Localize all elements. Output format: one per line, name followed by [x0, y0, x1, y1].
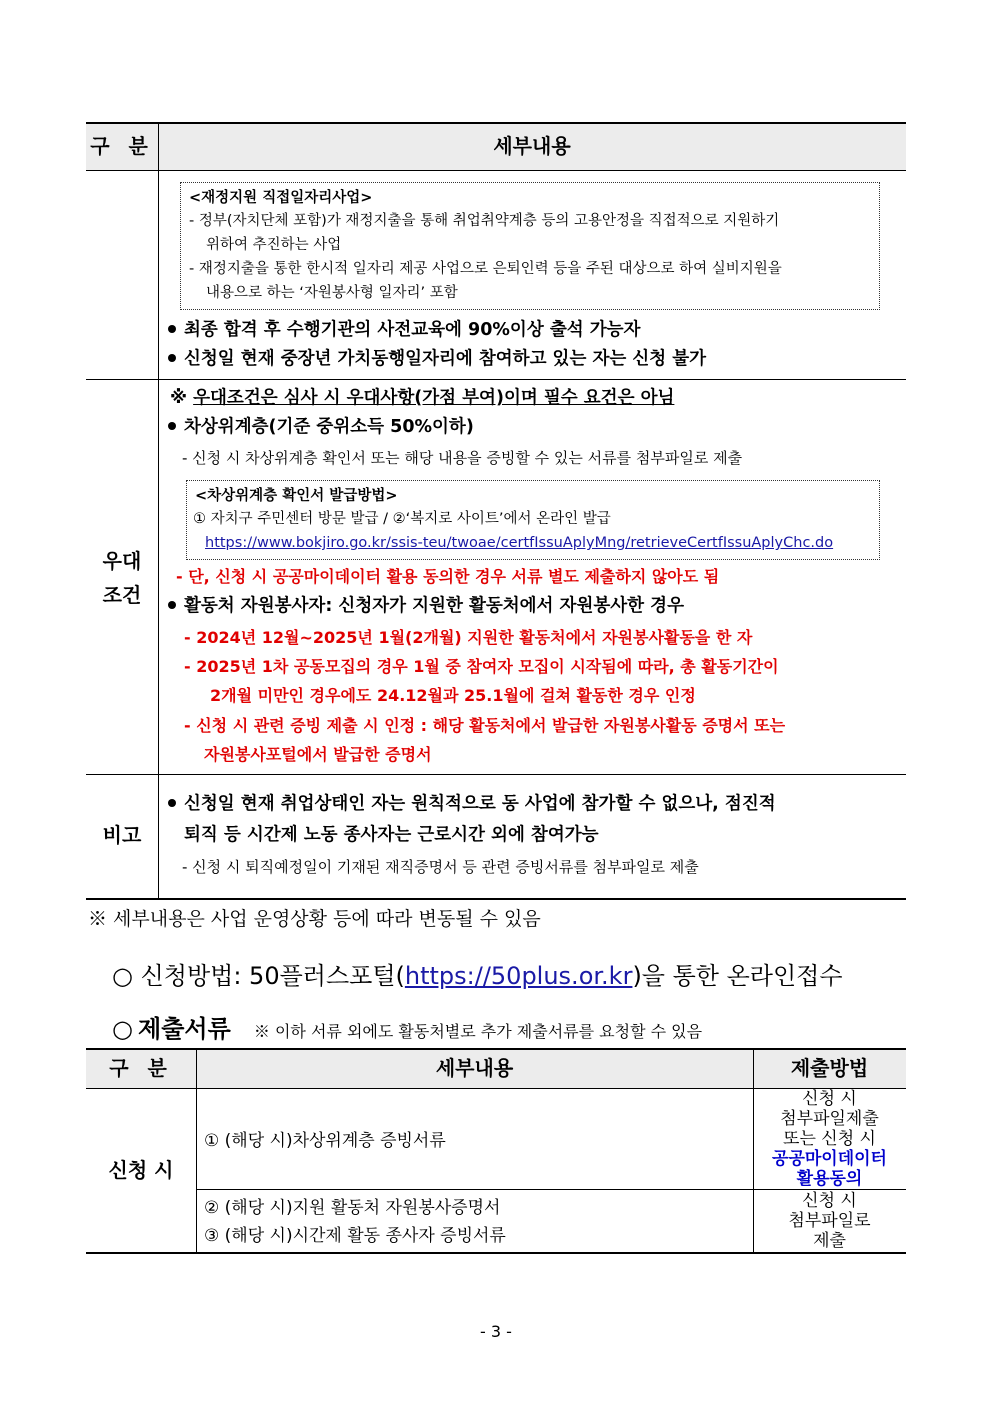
remarks-label: 비고: [102, 823, 142, 847]
page-number: - 3 -: [480, 1322, 512, 1341]
circle-icon: ○: [112, 1015, 133, 1043]
document-item: ① (해당 시)차상위계층 증빙서류: [204, 1131, 446, 1151]
red-note: - 2024년 12월~2025년 1월(2개월) 지원한 활동처에서 자원봉사활동을 한 자: [184, 628, 753, 647]
bullet-icon: [168, 325, 176, 333]
box-line: ① 자치구 주민센터 방문 발급 / ②‘복지로 사이트’에서 온라인 발급: [193, 511, 611, 527]
bullet-icon: [168, 422, 176, 430]
documents-note: ※ 이하 서류 외에도 활동처별로 추가 제출서류를 요청할 수 있음: [253, 1022, 703, 1041]
box-line: - 정부(자치단체 포함)가 재정지출을 통해 취업취약계층 등의 고용안정을 직접적으로 지원하기: [189, 213, 780, 229]
bullet-text: 차상위계층(기준 중위소득 50%이하): [184, 417, 474, 437]
remarks-bullet-cont: 퇴직 등 시간제 노동 종사자는 근로시간 외에 참여가능: [184, 825, 599, 845]
header-details: 세부내용: [435, 1056, 514, 1080]
method-line: 신청 시: [802, 1191, 857, 1211]
label-line: 조건: [102, 583, 142, 607]
bullet-text: 활동처 자원봉사자: 신청자가 지원한 활동처에서 자원봉사한 경우: [184, 596, 684, 616]
bullet-icon: [168, 601, 176, 609]
header-divider: [86, 170, 906, 171]
box-line: - 재정지출을 통한 한시적 일자리 제공 사업으로 은퇴인력 등을 주된 대상으로 하여 실비지원을: [189, 261, 782, 277]
footnote: ※ 세부내용은 사업 운영상황 등에 따라 변동될 수 있음: [88, 908, 541, 930]
documents-title: 제출서류: [138, 1015, 231, 1043]
remarks-sub: - 신청 시 퇴직예정일이 기재된 재직증명서 등 관련 증빙서류를 첨부파일로 제출: [182, 858, 699, 876]
apply-method-prefix: 신청방법: 50플러스포털(: [140, 962, 405, 990]
label-line: 우대: [102, 549, 142, 573]
portal-link[interactable]: https://50plus.or.kr: [404, 962, 633, 990]
apply-method: [112, 956, 843, 991]
bullet-text: 신청일 현재 취업상태인 자는 원칙적으로 동 사업에 참가할 수 없으나, 점진적: [184, 794, 776, 814]
submission-method: [753, 1089, 906, 1189]
red-note: - 2025년 1차 공동모집의 경우 1월 중 참여자 모집이 시작됨에 따라, 총 활동기간이: [184, 657, 779, 676]
bullet-icon: [168, 799, 176, 807]
method-line: 또는 신청 시: [783, 1129, 876, 1149]
condition-bullet: [166, 344, 706, 374]
row-divider: [86, 774, 906, 775]
method-line: 신청 시: [802, 1089, 857, 1109]
header-method: 제출방법: [790, 1056, 869, 1080]
bullet-text: 신청일 현재 중장년 가치동행일자리에 참여하고 있는 자는 신청 불가: [184, 349, 707, 369]
column-divider: [158, 122, 159, 900]
documents-table: [86, 1048, 906, 1254]
requirements-table: [86, 122, 906, 900]
apply-method-suffix: )을 통한 온라인접수: [632, 962, 843, 990]
preference-note: [170, 383, 674, 413]
direct-job-program-box: [180, 182, 880, 310]
bullet-icon: [168, 354, 176, 362]
low-income-cert-box: [186, 480, 880, 560]
preference-bullet: [166, 591, 684, 621]
document-item: ② (해당 시)지원 활동처 자원봉사증명서: [204, 1198, 501, 1218]
bullet-text: 최종 합격 후 수행기관의 사전교육에 90%이상 출석 가능자: [184, 320, 641, 340]
submission-method: [753, 1191, 906, 1251]
header-category: 구 분: [109, 1056, 173, 1080]
red-note: 자원봉사포털에서 발급한 증명서: [204, 745, 432, 764]
method-line: 활용동의: [796, 1169, 863, 1189]
red-note: 2개월 미만인 경우에도 24.12월과 25.1월에 걸쳐 활동한 경우 인정: [210, 686, 696, 705]
method-line: 첨부파일로: [788, 1211, 871, 1231]
row-label: 신청 시: [108, 1158, 174, 1182]
circle-icon: ○: [112, 962, 133, 990]
box-title: <재정지원 직접일자리사업>: [189, 190, 373, 206]
method-line: 공공마이데이터: [772, 1149, 887, 1169]
table-bottom-border: [86, 1252, 906, 1254]
box-title: <차상위계층 확인서 발급방법>: [195, 488, 398, 504]
red-note: - 신청 시 관련 증빙 제출 시 인정 : 해당 활동처에서 발급한 자원봉사활동 증명서 또는: [184, 716, 786, 735]
red-note: - 단, 신청 시 공공마이데이터 활용 동의한 경우 서류 별도 제출하지 않아도 됨: [176, 567, 720, 586]
method-line: 제출: [813, 1231, 846, 1251]
header-details: 세부내용: [493, 134, 571, 158]
preference-label: [86, 544, 158, 612]
table-bottom-border: [86, 898, 906, 900]
header-category: 구 분: [90, 134, 154, 158]
box-line: 내용으로 하는 ‘자원봉사형 일자리’ 포함: [206, 285, 458, 301]
method-line: 첨부파일제출: [780, 1109, 879, 1129]
documents-heading: [112, 1009, 702, 1044]
remarks-bullet: [166, 789, 776, 819]
note-mark: ※: [170, 388, 188, 408]
preference-bullet: [166, 412, 474, 442]
note-text: 우대조건은 심사 시 우대사항(가점 부여)이며 필수 요건은 아님: [193, 388, 675, 408]
bokjiro-link[interactable]: https://www.bokjiro.go.kr/ssis-teu/twoae/certfIssuAplyMng/retrieveCertfIssuAplyChc.do: [205, 535, 834, 551]
row-divider: [196, 1189, 906, 1190]
row-divider: [86, 379, 906, 380]
condition-bullet: [166, 315, 640, 345]
box-line: 위하여 추진하는 사업: [206, 237, 342, 253]
preference-sub: - 신청 시 차상위계층 확인서 또는 해당 내용을 증빙할 수 있는 서류를 첨부파일로 제출: [182, 449, 743, 467]
document-item: ③ (해당 시)시간제 활동 종사자 증빙서류: [204, 1226, 506, 1246]
table-top-border: [86, 122, 906, 124]
